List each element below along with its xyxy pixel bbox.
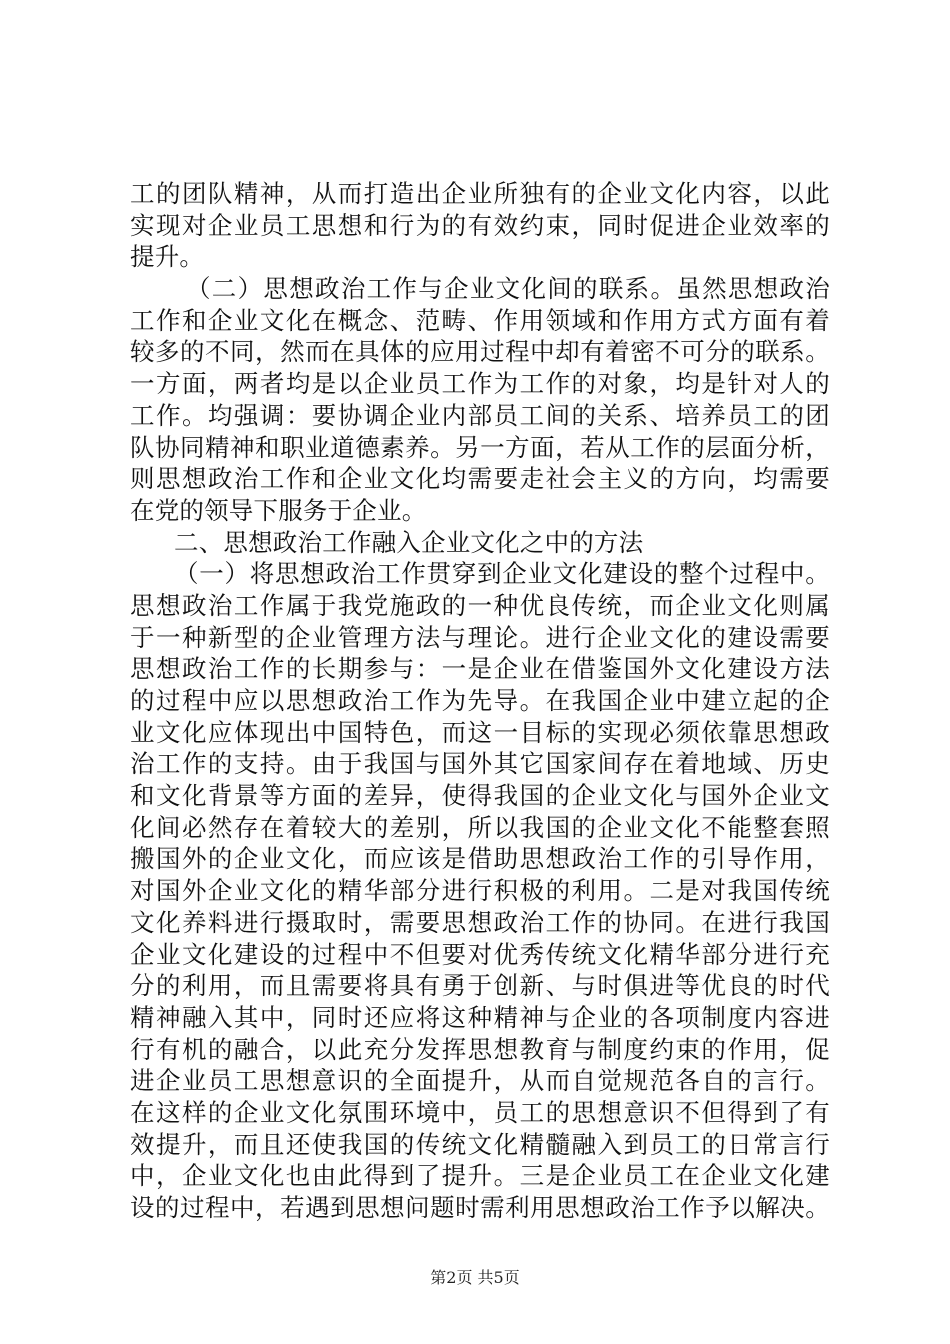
text-line: 思想政治工作的长期参与：一是企业在借鉴国外文化建设方法 xyxy=(130,654,830,684)
text-line: 一方面，两者均是以企业员工作为工作的对象，均是针对人的 xyxy=(130,369,830,399)
text-line: 行有机的融合，以此充分发挥思想教育与制度约束的作用，促 xyxy=(130,1034,830,1064)
text-line: 提升。 xyxy=(130,242,205,272)
text-line: 队协同精神和职业道德素养。另一方面，若从工作的层面分析， xyxy=(130,432,830,462)
text-line: 工作和企业文化在概念、范畴、作用领域和作用方式方面有着 xyxy=(130,305,830,335)
page-footer xyxy=(0,1268,950,1288)
text-line: 工作。均强调：要协调企业内部员工间的关系、培养员工的团 xyxy=(130,400,830,430)
text-line: 在这样的企业文化氛围环境中，员工的思想意识不但得到了有 xyxy=(130,1097,830,1127)
text-line: 业文化应体现出中国特色，而这一目标的实现必须依靠思想政 xyxy=(130,717,830,747)
subsection-heading-line: （一）将思想政治工作贯穿到企业文化建设的整个过程中。 xyxy=(174,559,830,589)
text-line: 文化养料进行摄取时，需要思想政治工作的协同。在进行我国 xyxy=(130,907,830,937)
text-line: 分的利用，而且需要将具有勇于创新、与时俱进等优良的时代 xyxy=(130,971,830,1001)
text-line: 化间必然存在着较大的差别，所以我国的企业文化不能整套照 xyxy=(130,812,830,842)
text-line: 进企业员工思想意识的全面提升，从而自觉规范各自的言行。 xyxy=(130,1066,830,1096)
text-line: 治工作的支持。由于我国与国外其它国家间存在着地域、历史 xyxy=(130,749,830,779)
text-line: 中，企业文化也由此得到了提升。三是企业员工在企业文化建 xyxy=(130,1161,830,1191)
text-line: 较多的不同，然而在具体的应用过程中却有着密不可分的联系。 xyxy=(130,337,830,367)
text-line: 对国外企业文化的精华部分进行积极的利用。二是对我国传统 xyxy=(130,876,830,906)
page-number: 第2页 共5页 xyxy=(430,1268,520,1287)
text-line: 精神融入其中，同时还应将这种精神与企业的各项制度内容进 xyxy=(130,1002,830,1032)
text-line: 和文化背景等方面的差异，使得我国的企业文化与国外企业文 xyxy=(130,781,830,811)
section-heading: 二、思想政治工作融入企业文化之中的方法 xyxy=(174,527,644,557)
text-line: 的过程中应以思想政治工作为先导。在我国企业中建立起的企 xyxy=(130,686,830,715)
text-line: 工的团队精神，从而打造出企业所独有的企业文化内容，以此 xyxy=(130,179,830,208)
text-line: 实现对企业员工思想和行为的有效约束，同时促进企业效率的 xyxy=(130,210,830,240)
text-line: 则思想政治工作和企业文化均需要走社会主义的方向，均需要 xyxy=(130,464,830,494)
text-line: 设的过程中，若遇到思想问题时需利用思想政治工作予以解决。 xyxy=(130,1193,830,1222)
subsection-heading-line: （二）思想政治工作与企业文化间的联系。虽然思想政治 xyxy=(186,274,830,304)
text-line: 于一种新型的企业管理方法与理论。进行企业文化的建设需要 xyxy=(130,622,830,652)
text-line: 企业文化建设的过程中不但要对优秀传统文化精华部分进行充 xyxy=(130,939,830,969)
text-line: 在党的领导下服务于企业。 xyxy=(130,495,427,525)
text-line: 效提升，而且还使我国的传统文化精髓融入到员工的日常言行 xyxy=(130,1129,830,1159)
text-line: 思想政治工作属于我党施政的一种优良传统，而企业文化则属 xyxy=(130,590,830,620)
document-body xyxy=(130,178,830,1224)
text-line: 搬国外的企业文化，而应该是借助思想政治工作的引导作用， xyxy=(130,844,830,874)
